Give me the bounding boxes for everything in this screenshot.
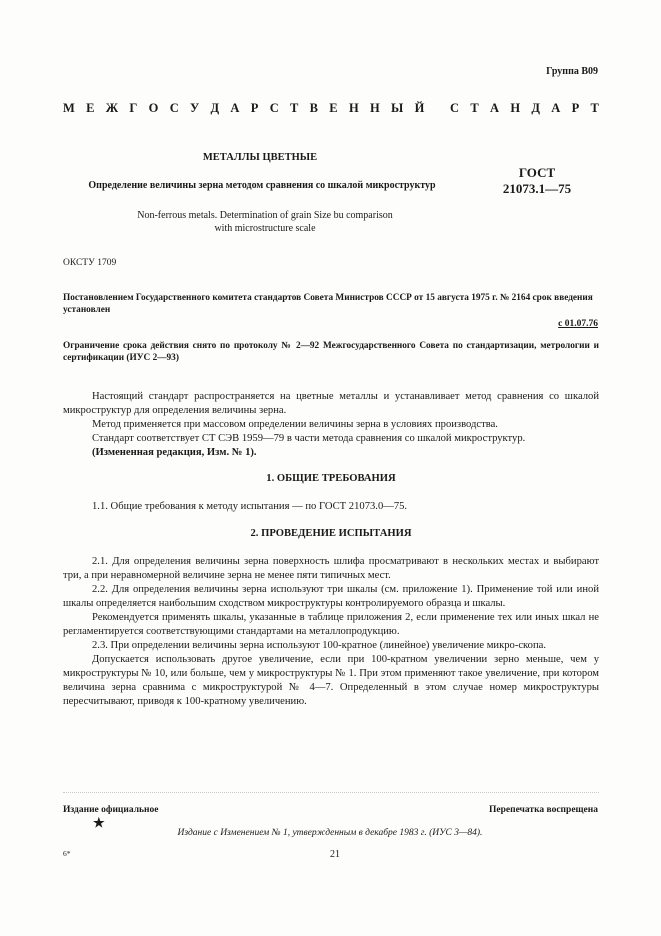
interstate-letter: Т (290, 101, 299, 115)
section-2-heading: 2. ПРОВЕДЕНИЕ ИСПЫТАНИЯ (250, 528, 412, 539)
interstate-letter: Й (414, 101, 425, 115)
gost-number: 21073.1—75 (502, 181, 572, 196)
interstate-letter: С (450, 101, 460, 115)
decree-text: Постановлением Государственного комитета стандартов Совета Министров СССР от 15 августа 1975 г. № 2164 срок введения установлен (63, 293, 593, 315)
english-title (100, 209, 430, 235)
interstate-standard-heading (63, 101, 599, 116)
introduction (63, 390, 599, 460)
interstate-letter: С (269, 101, 279, 115)
interstate-letter: В (309, 101, 318, 115)
interstate-letter: Ж (105, 101, 119, 115)
english-title-line-1: Non-ferrous metals. Determination of grain Size bu comparison (137, 210, 393, 221)
gost-designation (487, 165, 587, 197)
interstate-word-gap (436, 101, 439, 116)
interstate-letter: Е (329, 101, 338, 115)
interstate-letter: У (190, 101, 200, 115)
printer-signature: 6* (63, 849, 71, 858)
effective-date: с 01.07.76 (558, 319, 598, 329)
interstate-letter: Ы (391, 101, 404, 115)
oksty-code: ОКСТУ 1709 (63, 258, 117, 268)
interstate-letter: Р (571, 101, 580, 115)
interstate-letter: А (551, 101, 561, 115)
gost-label: ГОСТ (518, 165, 556, 180)
section-1-heading: 1. ОБЩИЕ ТРЕБОВАНИЯ (266, 473, 396, 484)
interstate-letter: А (230, 101, 240, 115)
interstate-letter: Г (129, 101, 138, 115)
interstate-letter: М (63, 101, 75, 115)
page-number: 21 (330, 849, 340, 860)
star-icon: ★ (93, 815, 105, 830)
section-2-paragraph-4: 2.3. При определении величины зерна используют 100-кратное (линейное) увеличение микро-скопа. (92, 640, 546, 651)
interstate-letter: Е (86, 101, 95, 115)
section-2-paragraph-3: Рекомендуется применять шкалы, указанные в таблице приложения 2, если применение тех или иных шкал не регламентируется соответствующими стандартами на металлопродукцию. (63, 612, 599, 637)
interstate-letter: Н (510, 101, 521, 115)
document-title: МЕТАЛЛЫ ЦВЕТНЫЕ (202, 152, 318, 163)
section-2-paragraph-1: 2.1. Для определения величины зерна поверхность шлифа просматривают в нескольких местах и выбирают три, а при неравномерной величине зерна не менее пяти типичных мест. (63, 556, 599, 581)
interstate-letter: Д (210, 101, 220, 115)
interstate-letter: Д (531, 101, 540, 115)
interstate-letter: Н (369, 101, 380, 115)
english-title-line-2: with microstructure scale (214, 223, 316, 234)
section-1-paragraph-1: 1.1. Общие требования к методу испытания — по ГОСТ 21073.0—75. (92, 501, 408, 512)
interstate-letter: О (148, 101, 159, 115)
section-2-body (63, 555, 599, 709)
intro-paragraph-3: Стандарт соответствует СТ СЭВ 1959—79 в части метода сравнения со шкалой микроструктур. (92, 433, 526, 444)
footer-divider (63, 792, 599, 793)
interstate-letter: Т (470, 101, 479, 115)
interstate-letter: Р (250, 101, 259, 115)
official-edition-label: Издание официальное (63, 805, 159, 815)
restriction-note: Ограничение срока действия снято по протоколу № 2—92 Межгосударственного Совета по стандартизации, метрологии и сертификации (ИУС 2—93) (63, 341, 599, 363)
section-2-paragraph-5: Допускается использовать другое увеличение, если при 100-кратном увеличении зерно меньше, чем у микроструктуры № 10, или больше, чем у микроструктуры № 1. При этом применяют такое увеличение, при котором величина зерна сравнима с микроструктурой № 4—7. Определенный в этом случае номер микроструктуры пересчитывают, приводя к 100-кратному увеличению. (63, 654, 599, 707)
intro-paragraph-2: Метод применяется при массовом определении величины зерна в условиях производства. (92, 419, 498, 430)
edition-note: Издание с Изменением № 1, утвержденным в декабре 1983 г. (ИУС 3—84). (177, 828, 483, 838)
document-subtitle: Определение величины зерна методом сравнения со шкалой микроструктур (88, 180, 436, 191)
interstate-letter: С (169, 101, 179, 115)
interstate-letter: Н (348, 101, 359, 115)
interstate-letter: А (490, 101, 500, 115)
intro-amendment-note: (Измененная редакция, Изм. № 1). (92, 447, 257, 458)
reprint-prohibited-label: Перепечатка воспрещена (488, 805, 598, 815)
section-1-body (63, 500, 599, 514)
section-2-paragraph-2: 2.2. Для определения величины зерна используют три шкалы (см. приложение 1). Применение той или иной шкалы определяется наибольшим сходством микроструктуры контролируемого образца и шкалы. (63, 584, 599, 609)
intro-paragraph-1: Настоящий стандарт распространяется на цветные металлы и устанавливает метод сравнения со шкалой микроструктур для определения величины зерна. (63, 391, 599, 416)
interstate-letter: Т (590, 101, 599, 115)
group-code: Группа В09 (546, 66, 598, 77)
